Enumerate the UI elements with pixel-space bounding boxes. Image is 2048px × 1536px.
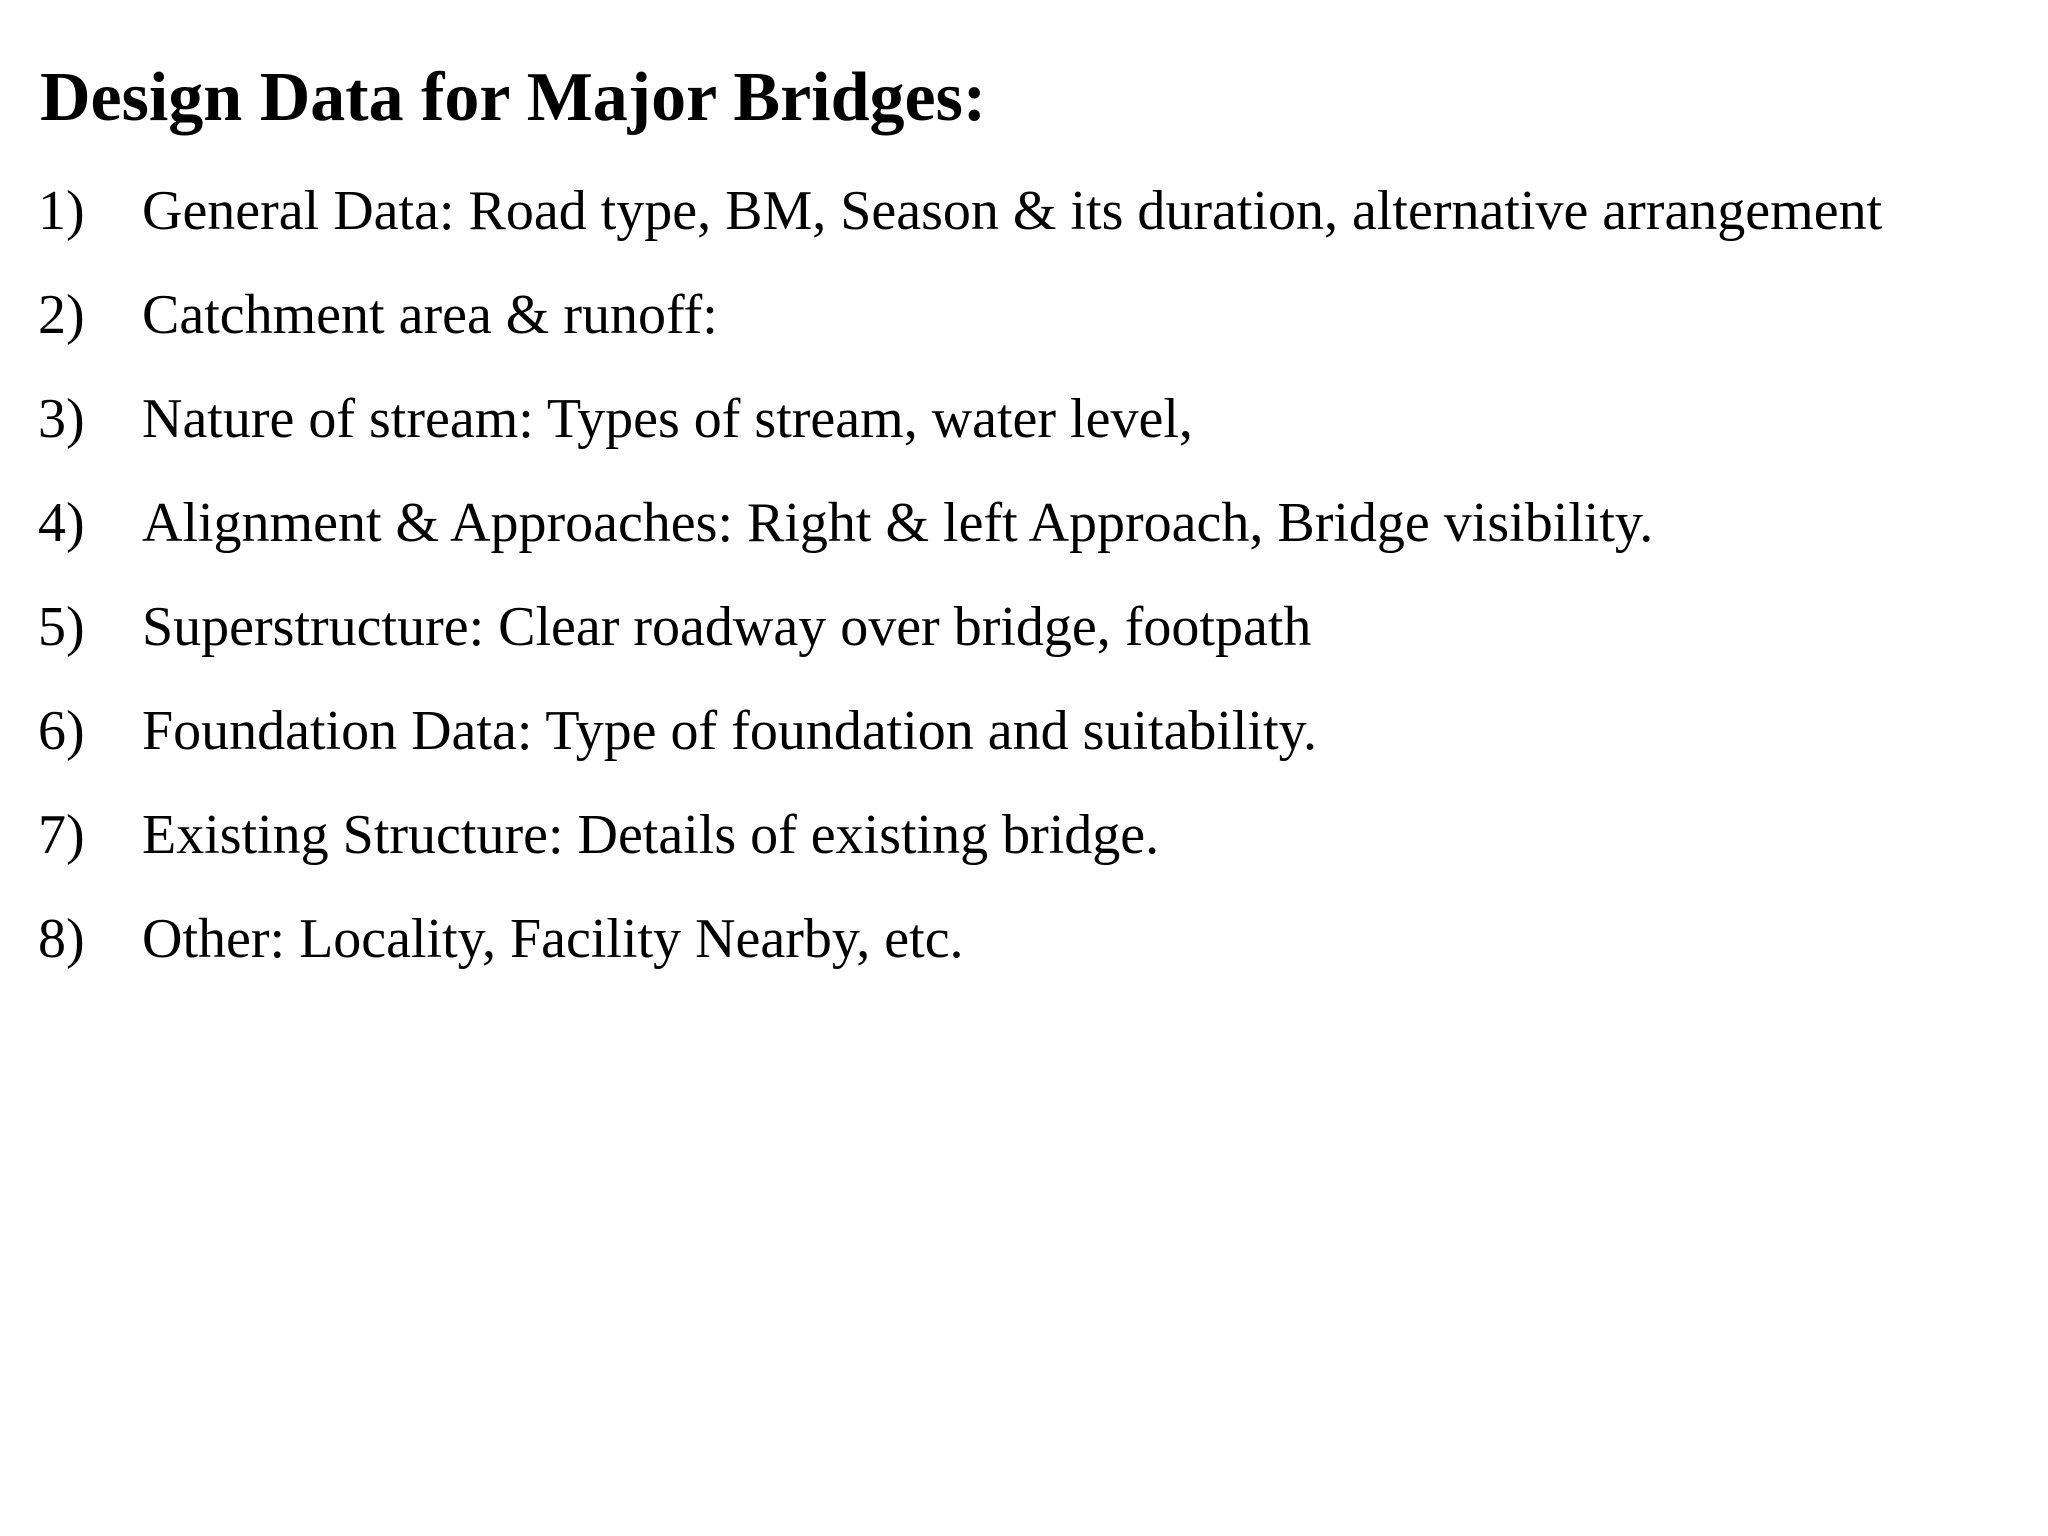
list-item (38, 280, 2028, 350)
list-item (38, 384, 2028, 454)
list-item (38, 488, 2028, 558)
list-item-text: Foundation Data: Type of foundation and suitability. (142, 700, 1318, 762)
list-item (38, 800, 2028, 870)
list-item-number: 3) (38, 388, 85, 450)
list-item-text: Existing Structure: Details of existing bridge. (142, 804, 1160, 866)
list-item-text: Alignment & Approaches: Right & left Approach, Bridge visibility. (142, 492, 1654, 554)
list-item-number: 5) (38, 596, 85, 658)
slide-title: Design Data for Major Bridges: (40, 59, 987, 136)
list-item-number: 2) (38, 284, 85, 346)
list-item-number: 8) (38, 908, 85, 970)
list-item (38, 176, 2028, 246)
list-item-text: Superstructure: Clear roadway over bridge, footpath (142, 596, 1312, 658)
list-item-number: 4) (38, 492, 85, 554)
list-item-text: Other: Locality, Facility Nearby, etc. (142, 908, 964, 970)
list-item-text: Catchment area & runoff: (142, 284, 718, 346)
list-item-text: General Data: Road type, BM, Season & its duration, alternative arrangement (142, 180, 1883, 242)
list-item-number: 7) (38, 804, 85, 866)
list-item-number: 6) (38, 700, 85, 762)
list-item-number: 1) (38, 180, 85, 242)
list-item-text: Nature of stream: Types of stream, water level, (142, 388, 1193, 450)
list-item (38, 904, 2028, 974)
list-item (38, 592, 2028, 662)
list-item (38, 696, 2028, 766)
